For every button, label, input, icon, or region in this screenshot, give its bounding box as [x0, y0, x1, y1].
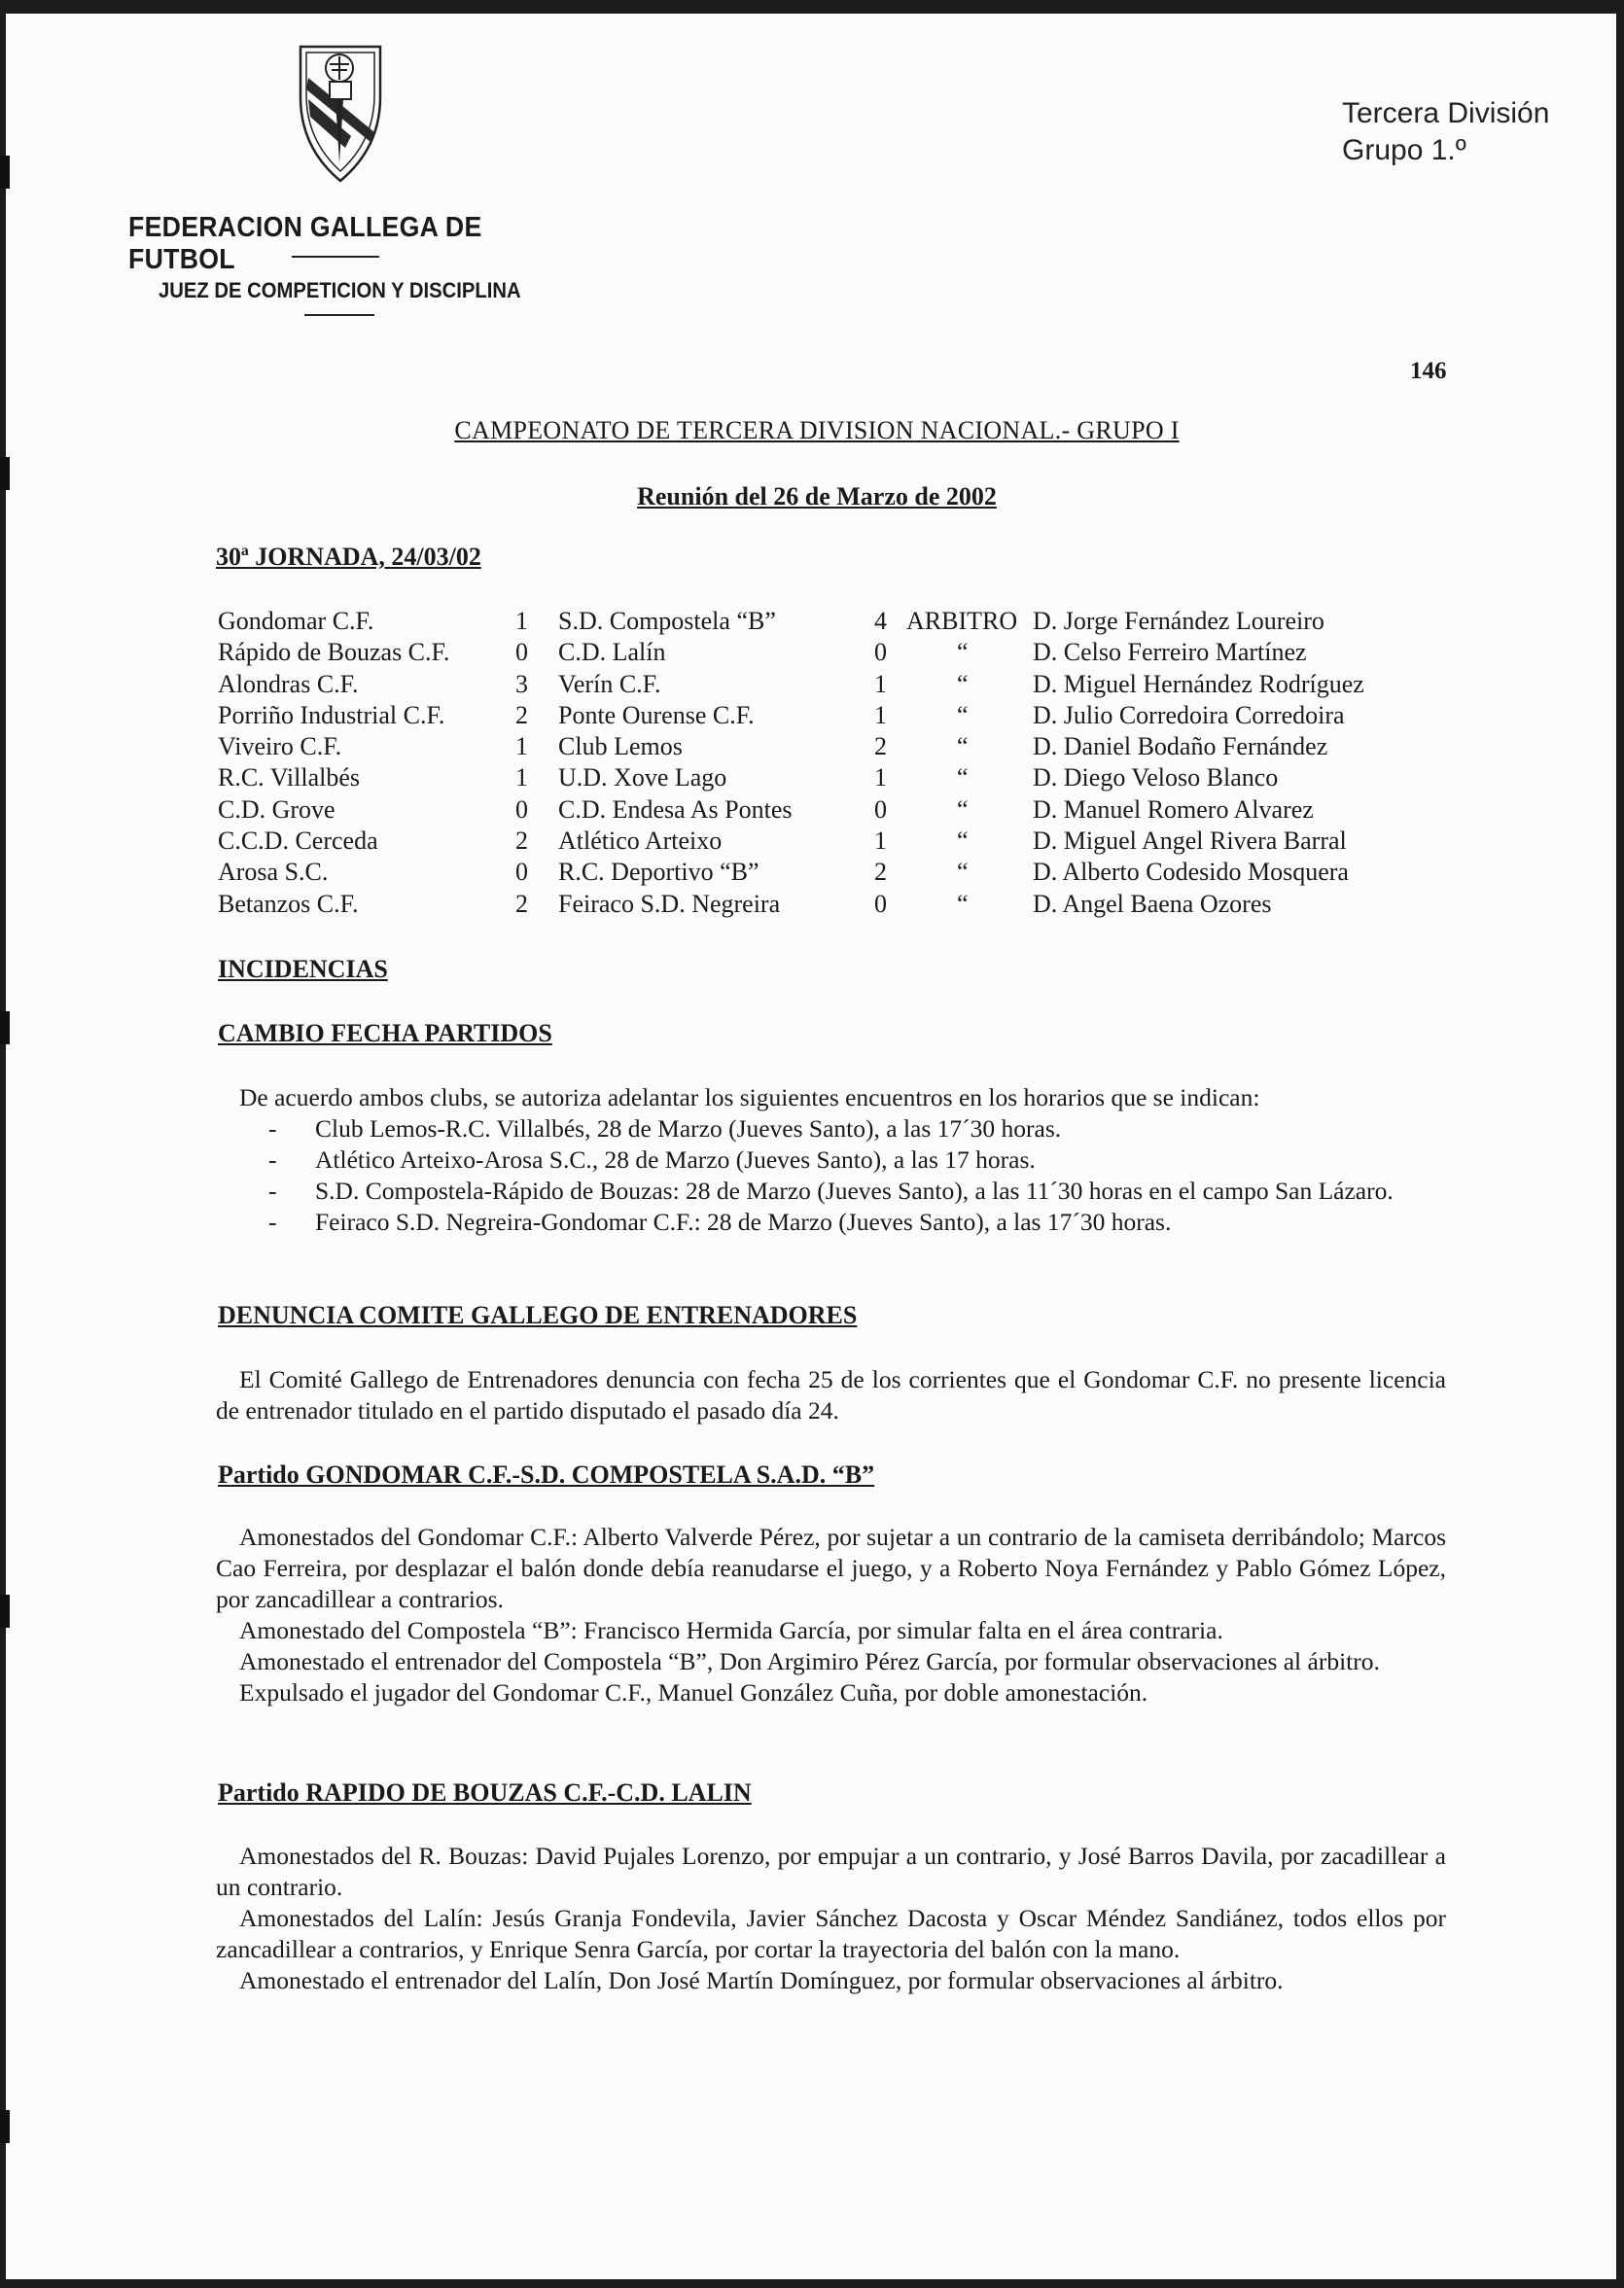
home-team: Arosa S.C. — [218, 858, 329, 887]
away-score: 2 — [874, 732, 887, 761]
home-team: Viveiro C.F. — [218, 732, 342, 761]
ditto-mark: “ — [957, 638, 969, 667]
cambio-intro: De acuerdo ambos clubs, se autoriza adelantar los siguientes encuentros en los horarios que se indican: — [239, 1083, 1260, 1111]
home-team: C.C.D. Cerceda — [218, 827, 378, 856]
referee-name: D. Alberto Codesido Mosquera — [1033, 858, 1349, 887]
home-team: C.D. Grove — [218, 794, 335, 824]
home-team: R.C. Villalbés — [218, 763, 361, 792]
away-team: R.C. Deportivo “B” — [558, 858, 759, 887]
referee-name: D. Miguel Angel Rivera Barral — [1033, 827, 1347, 856]
away-team: Ponte Ourense C.F. — [558, 700, 755, 729]
ditto-mark: “ — [957, 858, 969, 887]
header-rule — [292, 256, 379, 258]
list-item: - S.D. Compostela-Rápido de Bouzas: 28 de Marzo (Jueves Santo), a las 11´30 horas en el campo San Lázaro. — [268, 1177, 1394, 1205]
ditto-mark: “ — [957, 732, 969, 761]
scan-edge-mark — [0, 1595, 10, 1628]
federation-name: FEDERACION GALLEGA DE FUTBOL — [128, 212, 482, 275]
list-item-text: S.D. Compostela-Rápido de Bouzas: 28 de Marzo (Jueves Santo), a las 11´30 horas en el campo San Lázaro. — [315, 1177, 1394, 1205]
referee-name: D. Julio Corredoira Corredoira — [1033, 700, 1345, 729]
referee-name: D. Manuel Romero Alvarez — [1033, 794, 1314, 824]
scan-edge-mark — [0, 1011, 10, 1044]
arbitro-label: ARBITRO — [906, 607, 1018, 635]
away-score: 2 — [874, 858, 887, 887]
paragraph: Amonestado el entrenador del Lalín, Don José Martín Domínguez, por formular observaciones al árbitro. — [239, 1966, 1284, 1994]
document-title: CAMPEONATO DE TERCERA DIVISION NACIONAL.- GRUPO I — [454, 416, 1180, 444]
away-team: Verín C.F. — [558, 669, 661, 698]
paragraph: Amonestados del Lalín: Jesús Granja Fondevila, Javier Sánchez Dacosta y Oscar Méndez Sandiánez, todos ellos por zancadillear a contrarios, y Enrique Senra García, por cortar la trayectoria del balón con la mano. — [216, 1904, 1446, 1963]
partido2-text — [216, 1841, 1446, 1996]
away-team: S.D. Compostela “B” — [558, 607, 776, 635]
away-team: U.D. Xove Lago — [558, 763, 727, 792]
home-score: 3 — [515, 669, 528, 698]
scan-edge-mark — [0, 156, 10, 189]
away-score: 4 — [874, 607, 887, 635]
paragraph: El Comité Gallego de Entrenadores denuncia con fecha 25 de los corrientes que el Gondomar C.F. no presente licencia de entrenador titulado en el partido disputado el pasado día 24. — [216, 1365, 1446, 1425]
federation-crest-icon — [297, 39, 384, 185]
partido1-text — [216, 1522, 1446, 1708]
group-name: Grupo 1.º — [1342, 134, 1466, 166]
referee-name: D. Diego Veloso Blanco — [1033, 763, 1279, 792]
list-item: - Club Lemos-R.C. Villalbés, 28 de Marzo (Jueves Santo), a las 17´30 horas. — [268, 1114, 1062, 1143]
away-score: 1 — [874, 669, 887, 698]
away-score: 1 — [874, 763, 887, 792]
paragraph: Expulsado el jugador del Gondomar C.F., Manuel González Cuña, por doble amonestación. — [239, 1678, 1148, 1707]
scan-edge-mark — [0, 2110, 10, 2143]
ditto-mark: “ — [957, 889, 969, 918]
home-score: 1 — [515, 732, 528, 761]
list-item-text: Feiraco S.D. Negreira-Gondomar C.F.: 28 de Marzo (Jueves Santo), a las 17´30 horas. — [315, 1208, 1172, 1236]
home-team: Betanzos C.F. — [218, 889, 359, 918]
ditto-mark: “ — [957, 669, 969, 698]
meeting-date: Reunión del 26 de Marzo de 2002 — [637, 482, 997, 510]
paragraph: Amonestado del Compostela “B”: Francisco Hermida García, por simular falta en el área contraria. — [239, 1616, 1223, 1644]
partido1-heading: Partido GONDOMAR C.F.-S.D. COMPOSTELA S.A.D. “B” — [218, 1461, 875, 1489]
home-score: 1 — [515, 607, 528, 635]
referee-name: D. Miguel Hernández Rodríguez — [1033, 669, 1364, 698]
list-item: - Feiraco S.D. Negreira-Gondomar C.F.: 28 de Marzo (Jueves Santo), a las 17´30 horas. — [268, 1208, 1172, 1236]
away-team: Feiraco S.D. Negreira — [558, 889, 781, 918]
away-team: C.D. Lalín — [558, 638, 666, 667]
away-score: 0 — [874, 794, 887, 824]
home-team: Porriño Industrial C.F. — [218, 700, 445, 729]
referee-name: D. Angel Baena Ozores — [1033, 889, 1272, 918]
jornada-heading: 30ª JORNADA, 24/03/02 — [216, 543, 481, 571]
list-item-text: Atlético Arteixo-Arosa S.C., 28 de Marzo (Jueves Santo), a las 17 horas. — [315, 1145, 1036, 1174]
paragraph: Amonestados del R. Bouzas: David Pujales Lorenzo, por empujar a un contrario, y José Barros Davila, por zacadillear a un contrario. — [216, 1842, 1446, 1901]
cambio-heading: CAMBIO FECHA PARTIDOS — [218, 1019, 552, 1047]
home-team: Rápido de Bouzas C.F. — [218, 638, 450, 667]
incidencias-heading: INCIDENCIAS — [218, 955, 388, 983]
paragraph: Amonestados del Gondomar C.F.: Alberto Valverde Pérez, por sujetar a un contrario de la camiseta derribándolo; Marcos Cao Ferreira, por desplazar el balón donde debía reanudarse el juego, y a Roberto Noya Fernández y Pablo Gómez López, por zancadillear a contrarios. — [216, 1523, 1446, 1613]
paragraph: Amonestado el entrenador del Compostela “B”, Don Argimiro Pérez García, por formular observaciones al árbitro. — [239, 1647, 1380, 1675]
home-score: 2 — [515, 700, 528, 729]
partido2-heading: Partido RAPIDO DE BOUZAS C.F.-C.D. LALIN — [218, 1778, 752, 1807]
denuncia-text — [216, 1364, 1446, 1426]
cambio-section — [216, 1082, 1446, 1238]
home-score: 0 — [515, 794, 528, 824]
page-number: 146 — [1410, 358, 1447, 384]
home-score: 2 — [515, 889, 528, 918]
header-rule — [304, 314, 374, 316]
ditto-mark: “ — [957, 827, 969, 856]
away-team: Atlético Arteixo — [558, 827, 723, 856]
list-item-text: Club Lemos-R.C. Villalbés, 28 de Marzo (Jueves Santo), a las 17´30 horas. — [315, 1114, 1062, 1143]
away-score: 1 — [874, 827, 887, 856]
referee-name: D. Daniel Bodaño Fernández — [1033, 732, 1328, 761]
ditto-mark: “ — [957, 763, 969, 792]
home-score: 0 — [515, 858, 528, 887]
denuncia-heading: DENUNCIA COMITE GALLEGO DE ENTRENADORES — [218, 1301, 858, 1329]
home-score: 2 — [515, 827, 528, 856]
division-name: Tercera División — [1342, 97, 1550, 129]
home-team: Alondras C.F. — [218, 669, 359, 698]
away-team: Club Lemos — [558, 732, 683, 761]
home-score: 0 — [515, 638, 528, 667]
home-score: 1 — [515, 763, 528, 792]
home-team: Gondomar C.F. — [218, 607, 374, 635]
federation-subtitle: JUEZ DE COMPETICION Y DISCIPLINA — [159, 278, 521, 302]
away-score: 0 — [874, 638, 887, 667]
ditto-mark: “ — [957, 700, 969, 729]
away-score: 0 — [874, 889, 887, 918]
away-score: 1 — [874, 700, 887, 729]
ditto-mark: “ — [957, 794, 969, 824]
away-team: C.D. Endesa As Pontes — [558, 794, 793, 824]
referee-name: D. Celso Ferreiro Martínez — [1033, 638, 1307, 667]
referee-name: D. Jorge Fernández Loureiro — [1033, 607, 1324, 635]
division-label — [1342, 95, 1549, 169]
list-item: - Atlético Arteixo-Arosa S.C., 28 de Marzo (Jueves Santo), a las 17 horas. — [268, 1145, 1036, 1174]
